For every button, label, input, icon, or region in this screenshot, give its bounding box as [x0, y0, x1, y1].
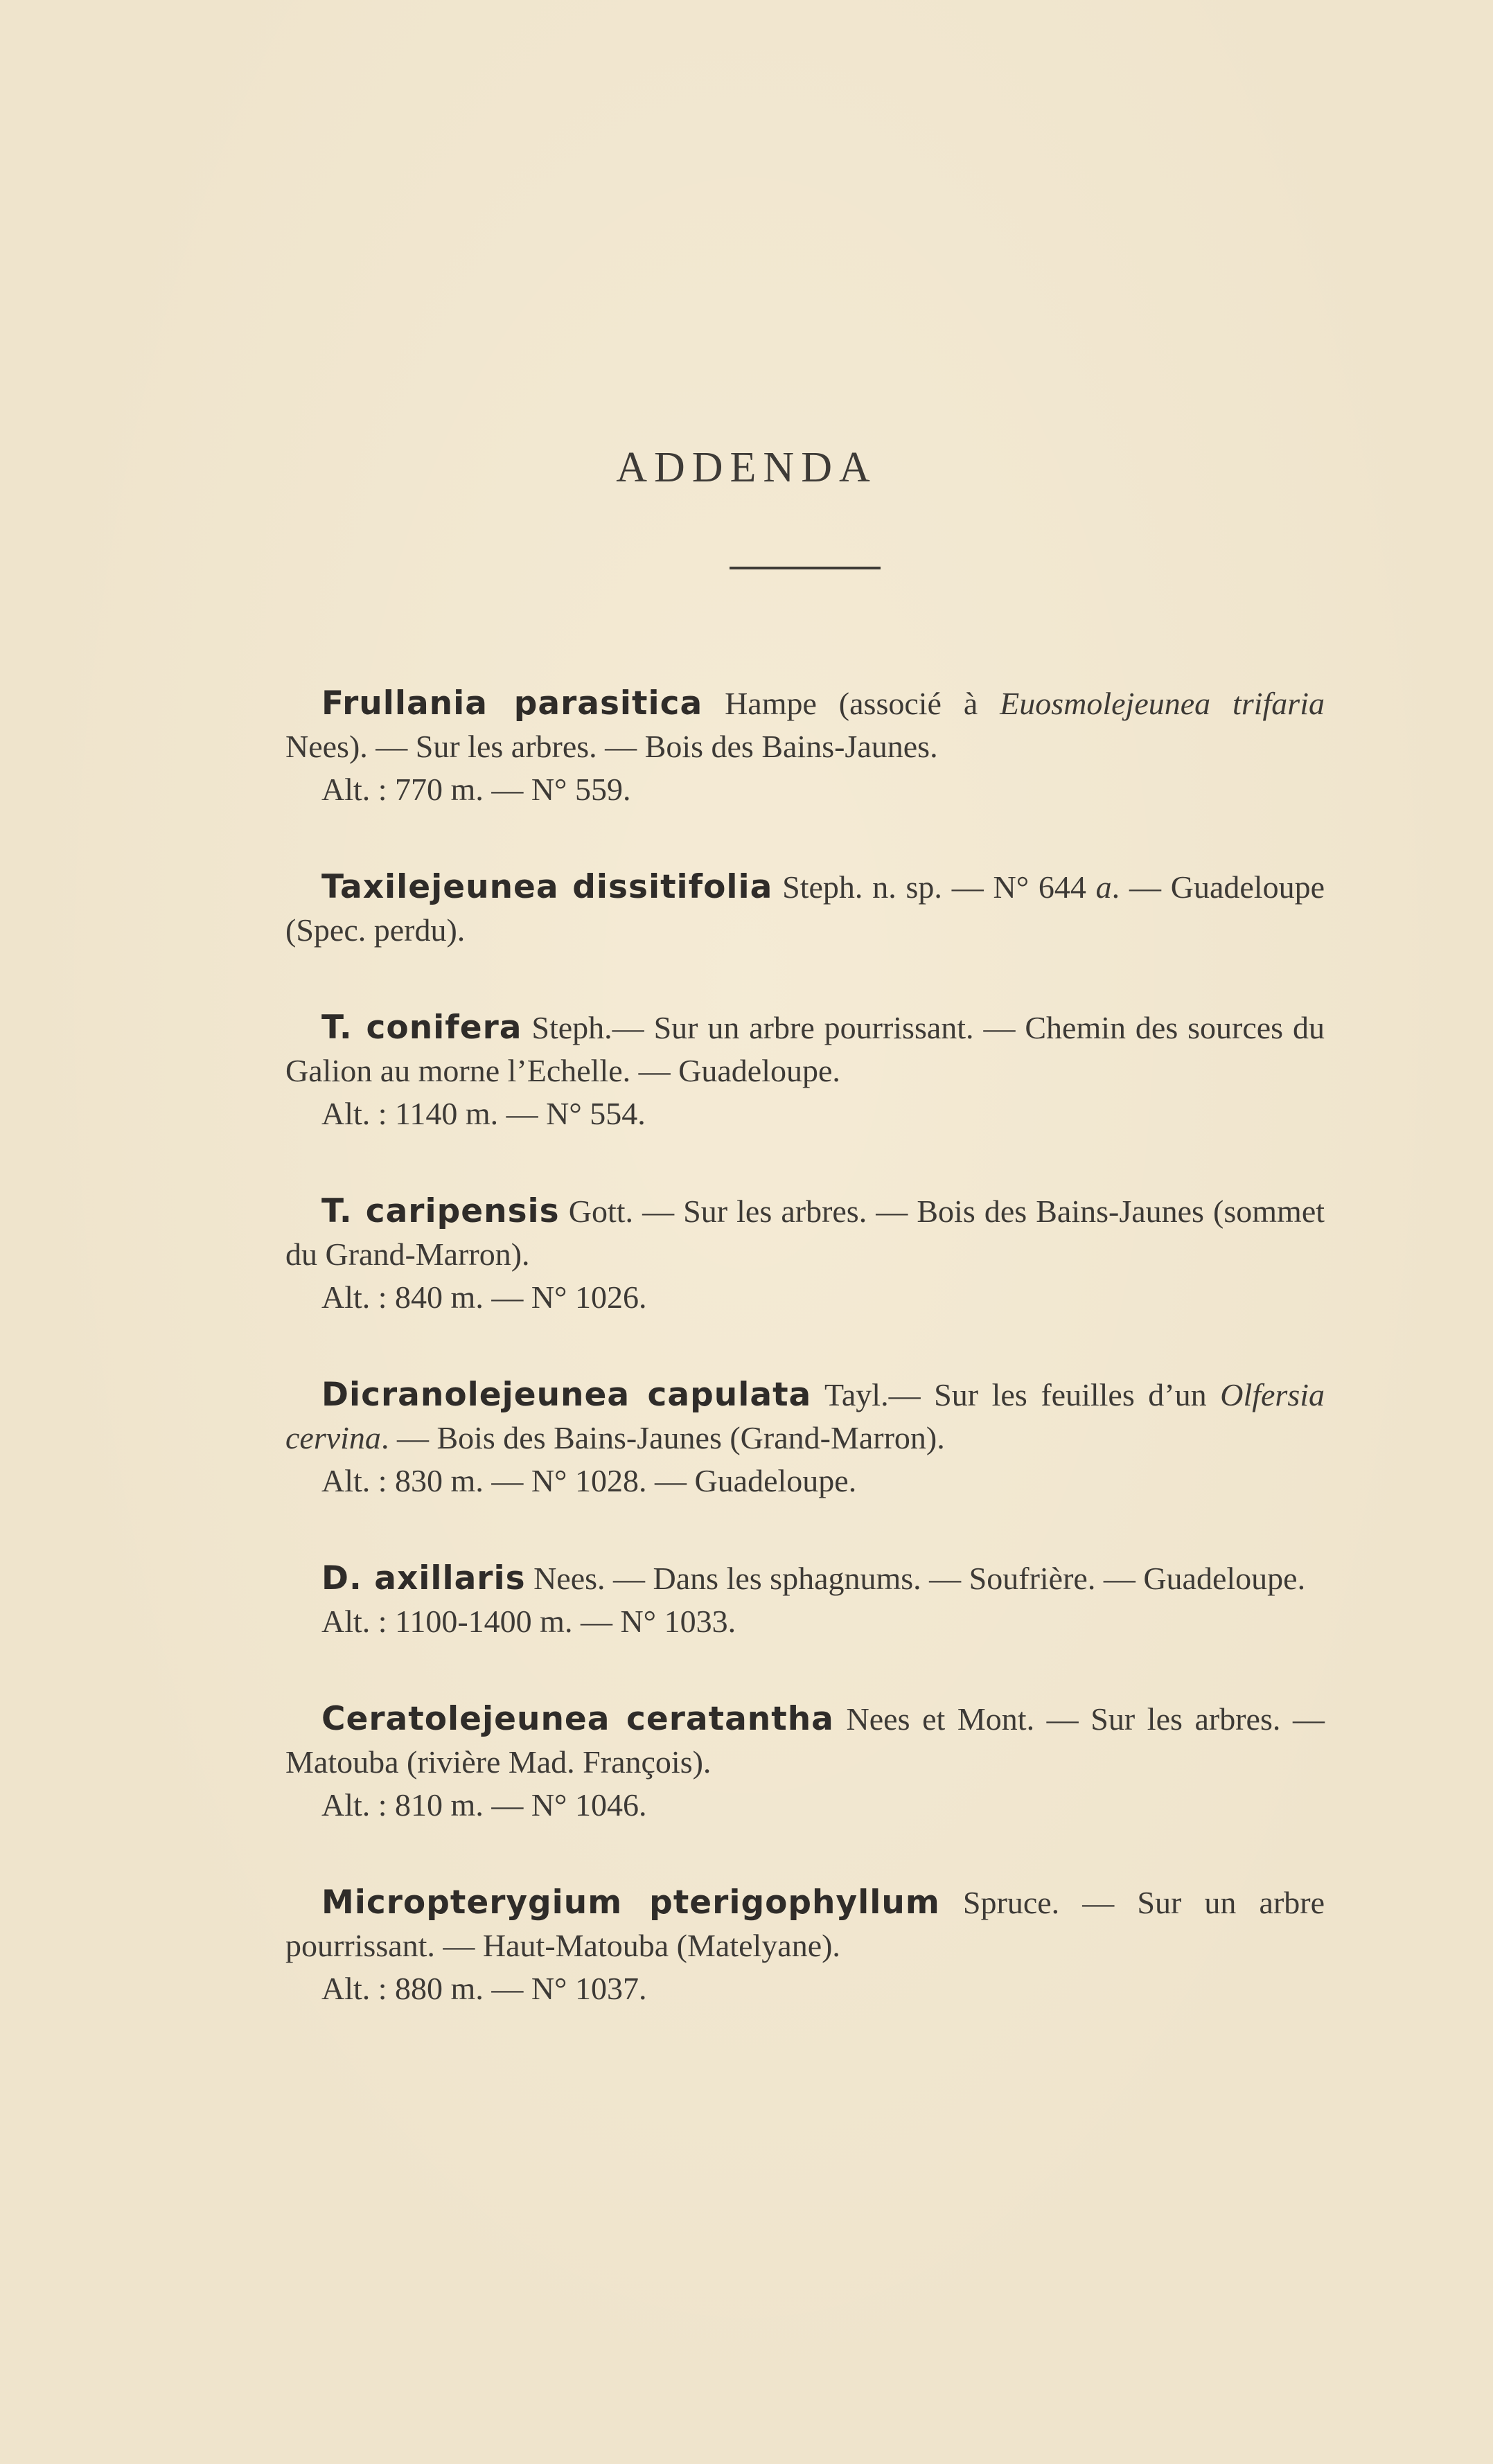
altitude-line: Alt. : 770 m. — N° 559.: [321, 772, 631, 807]
entry-description: Tayl.— Sur les feuilles d’un: [811, 1377, 1221, 1412]
species-name: Taxilejeunea dissitifolia: [321, 868, 773, 906]
altitude-line: Alt. : 810 m. — N° 1046.: [321, 1787, 647, 1823]
addenda-list: [285, 682, 1325, 2065]
altitude-line: Alt. : 1100-1400 m. — N° 1033.: [321, 1604, 736, 1639]
entry-text: [285, 1885, 1325, 1963]
entry-ceratolejeunea-ceratantha: [285, 1698, 1325, 1827]
title-rule: [730, 567, 881, 569]
species-name: Ceratolejeunea ceratantha: [321, 1700, 834, 1738]
entry-text: [285, 1561, 1305, 1596]
species-name: Dicranolejeunea capulata: [321, 1376, 812, 1414]
entry-text: [285, 1701, 1325, 1780]
entry-micropterygium-pterigophyllum: [285, 1881, 1325, 2010]
host-species: Olfersia cervina: [285, 1377, 1325, 1455]
entry-t-caripensis: [285, 1190, 1325, 1319]
altitude-line: Alt. : 880 m. — N° 1037.: [321, 1971, 647, 2006]
entry-taxilejeunea-dissitifolia: [285, 866, 1325, 952]
entry-text: [285, 1377, 1325, 1455]
entry-description: Hampe (associé à: [703, 686, 1000, 721]
entry-description: Nees et Mont. — Sur les arbres. — Matouba (rivière Mad. François).: [285, 1701, 1325, 1780]
entry-text: [285, 1010, 1325, 1088]
page-title: ADDENDA: [616, 444, 877, 491]
species-name: Micropterygium pterigophyllum: [321, 1884, 940, 1922]
entry-text: [285, 1194, 1325, 1272]
specimen-suffix: a: [1095, 869, 1112, 905]
entry-dicranolejeunea-capulata: [285, 1374, 1325, 1503]
species-name: T. conifera: [321, 1009, 522, 1047]
entry-d-axillaris: [285, 1557, 1325, 1643]
entry-frullania-parasitica: [285, 682, 1325, 811]
entry-description-cont: Nees). — Sur les arbres. — Bois des Bains-Jaunes.: [285, 729, 938, 764]
altitude-line: Alt. : 830 m. — N° 1028. — Guadeloupe.: [321, 1463, 857, 1498]
species-name: D. axillaris: [321, 1559, 526, 1597]
entry-text: [285, 686, 1325, 764]
entry-description: Gott. — Sur les arbres. — Bois des Bains-Jaunes (sommet du Grand-Marron).: [285, 1194, 1325, 1272]
entry-description: Spruce. — Sur un arbre pourrissant. — Haut-Matouba (Matelyane).: [285, 1885, 1325, 1963]
entry-description: Nees. — Dans les sphagnums. — Soufrière. — Guadeloupe.: [525, 1561, 1306, 1596]
entry-t-conifera: [285, 1007, 1325, 1135]
entry-description: Steph.— Sur un arbre pourrissant. — Chemin des sources du Galion au morne l’Echelle. — Guadeloupe.: [285, 1010, 1325, 1088]
entry-text: [285, 869, 1325, 948]
entry-description-cont: . — Guadeloupe (Spec. perdu).: [285, 869, 1325, 948]
altitude-line: Alt. : 1140 m. — N° 554.: [321, 1096, 646, 1131]
species-name: T. caripensis: [321, 1192, 560, 1230]
entry-description: Steph. n. sp. — N° 644: [772, 869, 1096, 905]
entry-description-cont: . — Bois des Bains-Jaunes (Grand-Marron).: [380, 1420, 945, 1455]
associated-species: Euosmolejeunea trifaria: [1000, 686, 1325, 721]
species-name: Frullania parasitica: [321, 684, 703, 723]
altitude-line: Alt. : 840 m. — N° 1026.: [321, 1279, 647, 1315]
